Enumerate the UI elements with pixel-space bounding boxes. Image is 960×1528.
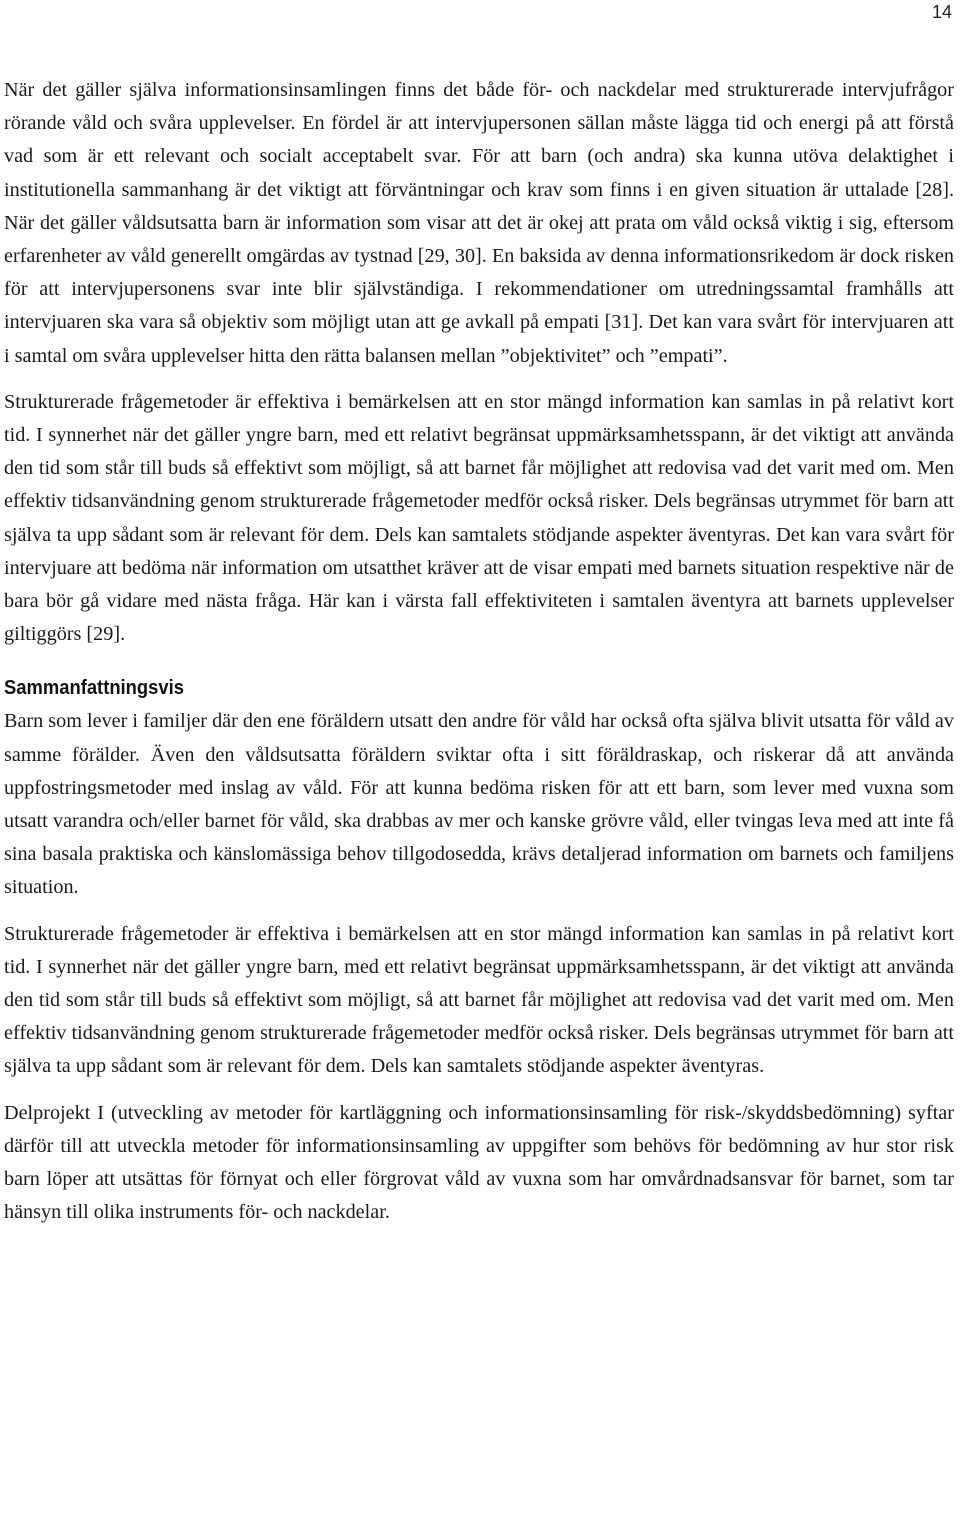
document-body	[4, 74, 954, 1230]
paragraph-subproject: Delprojekt I (utveckling av metoder för kartläggning och informationsinsamling för risk-/skyddsbedömning) syftar därför till att utveckla metoder för informationsinsamling av uppgifter som behövs för bedömning av hur stor risk barn löper att utsättas för förnyat och eller förgrovat våld av vuxna som har omvårdnadsansvar för barnet, som tar hänsyn till olika instruments för- och nackdelar.	[4, 1101, 954, 1224]
page-number: 14	[931, 2, 952, 22]
paragraph-structured-methods: Strukturerade frågemetoder är effektiva i bemärkelsen att en stor mängd information kan samlas in på relativt kort tid. I synnerhet när det gäller yngre barn, med ett relativt begränsat uppmärksamhetsspann, är det viktigt att använda den tid som står till buds så effektivt som möjligt, så att barnet får möjlighet att redovisa vad det varit med om. Men effektiv tidsanvändning genom strukturerade frågemetoder medför också risker. Dels begränsas utrymmet för barn att själva ta upp sådant som är relevant för dem. Dels kan samtalets stödjande aspekter äventyras. Det kan vara svårt för intervjuare att bedöma när information om utsatthet kräver att de visar empati med barnets situation respektive när de bara bör gå vidare med nästa fråga. Här kan i värsta fall effektiviteten i samtalen äventyra att barnets upplevelser giltiggörs [29].	[4, 390, 954, 646]
paragraph-summary: Barn som lever i familjer där den ene föräldern utsatt den andre för våld har också ofta själva blivit utsatta för våld av samme förälder. Även den våldsutsatta föräldern sviktar ofta i sitt föräldraskap, och riskerar då att använda uppfostringsmetoder med inslag av våld. För att kunna bedöma risken för att ett barn, som lever med vuxna som utsatt varandra och/eller barnet för våld, ska drabbas av mer och kanske grövre våld, eller tvingas leva med att inte få sina basala praktiska och känslomässiga behov tillgodosedda, krävs detaljerad information om barnets och familjens situation.	[4, 710, 954, 899]
section-heading-summary: Sammanfattningsvis	[4, 677, 184, 700]
paragraph-structured-methods-repeat: Strukturerade frågemetoder är effektiva i bemärkelsen att en stor mängd information kan samlas in på relativt kort tid. I synnerhet när det gäller yngre barn, med ett relativt begränsat uppmärksamhetsspann, är det viktigt att använda den tid som står till buds så effektivt som möjligt, så att barnet får möjlighet att redovisa vad det varit med om. Men effektiv tidsanvändning genom strukturerade frågemetoder medför också risker. Dels begränsas utrymmet för barn att själva ta upp sådant som är relevant för dem. Dels kan samtalets stödjande aspekter äventyras.	[4, 922, 954, 1078]
paragraph-interview-questions: När det gäller själva informationsinsamlingen finns det både för- och nackdelar med strukturerade intervjufrågor rörande våld och svåra upplevelser. En fördel är att intervjupersonen sällan måste lägga tid och energi på att förstå vad som är ett relevant och socialt acceptabelt svar. För att barn (och andra) ska kunna utöva delaktighet i institutionella sammanhang är det viktigt att förväntningar och krav som finns i en given situation är uttalade [28]. När det gäller våldsutsatta barn är information som visar att det är okej att prata om våld också viktig i sig, eftersom erfarenheter av våld generellt omgärdas av tystnad [29, 30]. En baksida av denna informationsrikedom är dock risken för att intervjupersonens svar inte blir självständiga. I rekommendationer om utredningssamtal framhålls att intervjuaren ska vara så objektiv som möjligt utan att ge avkall på empati [31]. Det kan vara svårt för intervjuaren att i samtal om svåra upplevelser hitta den rätta balansen mellan ”objektivitet” och ”empati”.	[4, 79, 954, 367]
